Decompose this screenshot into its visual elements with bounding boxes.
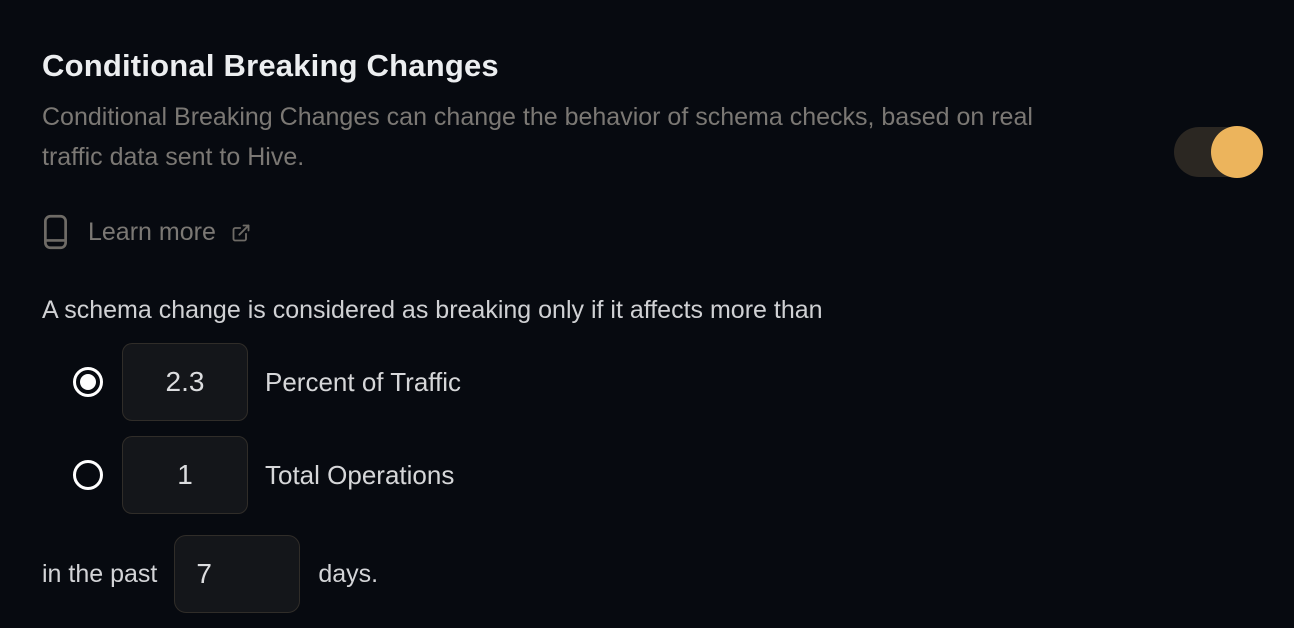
percent-of-traffic-label: Percent of Traffic	[265, 366, 462, 397]
toggle-knob	[1211, 126, 1263, 178]
period-days-input[interactable]	[174, 535, 300, 613]
total-operations-row	[42, 436, 1260, 514]
total-operations-label: Total Operations	[265, 459, 455, 490]
description-line-1: Conditional Breaking Changes can change the behavior of schema checks, based on real	[42, 103, 1033, 131]
page-title: Conditional Breaking Changes	[42, 48, 499, 83]
total-operations-radio[interactable]	[73, 460, 103, 490]
learn-more-label: Learn more	[88, 217, 216, 246]
description-line-2: traffic data sent to Hive.	[42, 143, 305, 171]
external-link-icon	[231, 223, 251, 243]
percent-of-traffic-input[interactable]	[122, 343, 248, 421]
conditional-breaking-changes-toggle[interactable]	[1174, 127, 1260, 177]
period-suffix: days.	[318, 559, 379, 588]
period-prefix: in the past	[42, 559, 158, 588]
total-operations-input[interactable]	[122, 436, 248, 514]
section-description	[42, 97, 1172, 177]
percent-of-traffic-radio[interactable]	[73, 367, 103, 397]
book-icon	[42, 214, 69, 250]
percent-of-traffic-row	[42, 343, 1260, 421]
learn-more-link[interactable]	[42, 214, 251, 250]
breaking-condition-statement: A schema change is considered as breaking only if it affects more than	[42, 296, 823, 324]
period-row	[42, 535, 1260, 613]
